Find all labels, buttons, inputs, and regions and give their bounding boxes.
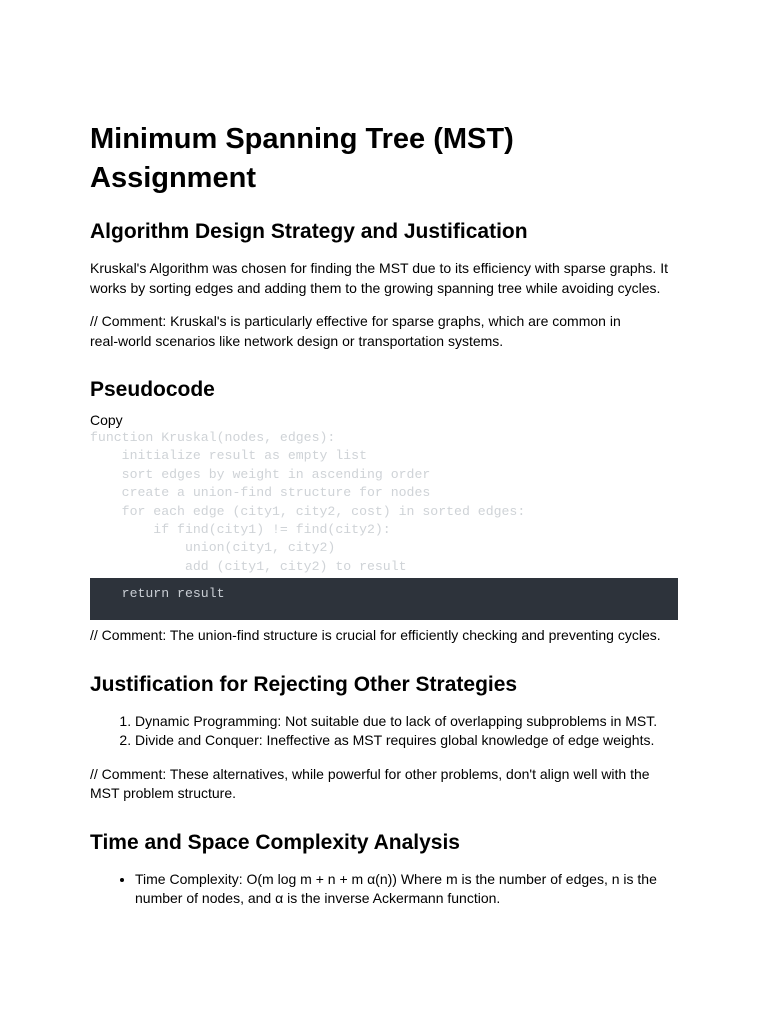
design-strategy-comment-line1: // Comment: Kruskal's is particularly effective for sparse graphs, which are common in: [90, 313, 621, 329]
design-strategy-paragraph: Kruskal's Algorithm was chosen for finding the MST due to its efficiency with sparse graphs. It works by sorting edges and adding them to the growing spanning tree while avoiding cycles.: [90, 260, 668, 296]
section-heading-complexity: Time and Space Complexity Analysis: [90, 830, 460, 854]
code-line: function Kruskal(nodes, edges):: [90, 430, 336, 445]
code-line: union(city1, city2): [90, 540, 336, 556]
code-line: create a union-find structure for nodes: [90, 485, 431, 501]
pseudocode-comment: // Comment: The union-find structure is crucial for efficiently checking and preventing cycles.: [90, 627, 661, 644]
section-heading-rejected-strategies: Justification for Rejecting Other Strategies: [90, 672, 518, 696]
document-content: [90, 120, 678, 923]
code-line: if find(city1) != find(city2):: [90, 522, 391, 538]
design-strategy-comment-line2: real-world scenarios like network design or transportation systems.: [90, 332, 504, 349]
complexity-list: [90, 870, 678, 909]
code-line-return: return result: [90, 586, 225, 602]
code-line: for each edge (city1, city2, cost) in sorted edges:: [90, 503, 526, 519]
design-strategy-comment: [90, 312, 678, 351]
list-item: • Time Complexity: O(m log m + n + m α(n)) Where m is the number of edges, n is the number of nodes, and α is the inverse Ackermann function.: [135, 870, 678, 909]
code-line: sort edges by weight in ascending order: [90, 466, 431, 482]
section-heading-design-strategy: Algorithm Design Strategy and Justification: [90, 220, 528, 243]
code-line: add (city1, city2) to result: [90, 558, 407, 574]
page-title: [90, 120, 678, 198]
rejected-strategies-comment: // Comment: These alternatives, while powerful for other problems, don't align well with the MST problem structure.: [90, 765, 650, 802]
code-line: initialize result as empty list: [90, 448, 367, 464]
list-item: 1. Dynamic Programming: Not suitable due to lack of overlapping subproblems in MST.: [135, 712, 678, 732]
page-title-line2: Assignment: [90, 162, 256, 194]
code-block: [90, 429, 678, 620]
rejected-strategies-list: [90, 712, 678, 751]
list-item: 2. Divide and Conquer: Ineffective as MST requires global knowledge of edge weights.: [135, 731, 678, 751]
section-heading-pseudocode: Pseudocode: [90, 378, 215, 401]
page-title-line1: Minimum Spanning Tree (MST): [90, 123, 514, 155]
code-block-highlighted: [90, 578, 678, 620]
copy-button[interactable]: Copy: [90, 412, 123, 428]
